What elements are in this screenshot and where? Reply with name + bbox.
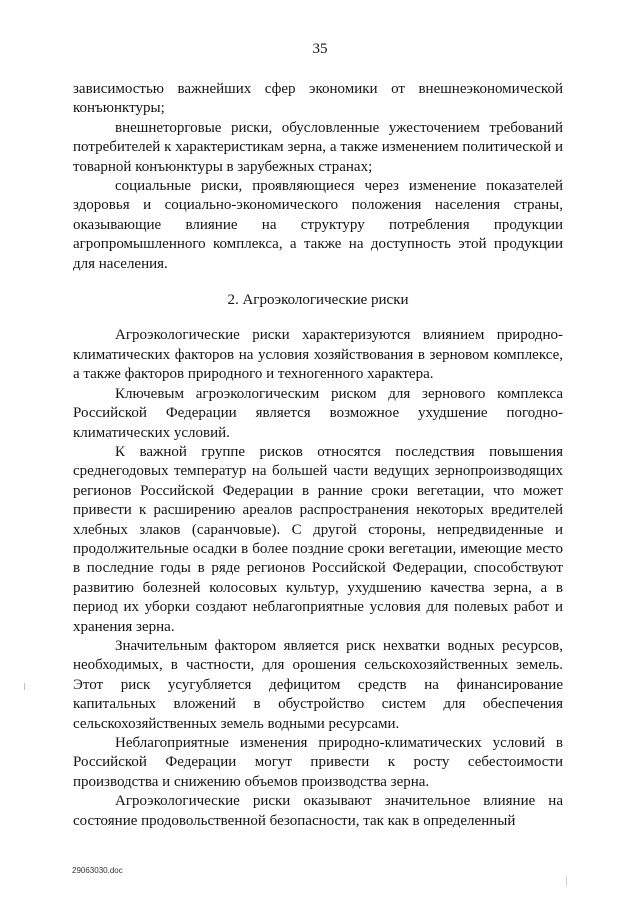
paragraph-social-risks: социальные риски, проявляющиеся через изменение показателей здоровья и социально-экономического положения населения страны, оказывающие влияние на структуру потребления продукции агропромышленного комплекса, а также на доступность этой продукции для населения. <box>73 178 563 272</box>
paragraph-continuation: зависимостью важнейших сфер экономики от внешнеэкономической конъюнктуры; <box>73 81 563 117</box>
paragraph-water-resources: Значительным фактором является риск нехватки водных ресурсов, необходимых, в частности, для орошения сельскохозяйственных земель. Этот риск усугубляется дефицитом средств на финансирование капитальных вложений в обустройство систем для обеспечения сельскохозяйственных земель водными ресурсами. <box>73 637 563 732</box>
edge-mark <box>566 876 567 886</box>
margin-mark <box>24 683 25 690</box>
section-heading: 2. Агроэкологические риски <box>227 292 409 309</box>
page-number: 35 <box>312 41 328 57</box>
paragraph-foreign-trade-risks: внешнеторговые риски, обусловленные ужесточением требований потребителей к характеристикам зерна, а также изменением политической и товарной конъюнктуры в зарубежных странах; <box>73 119 563 175</box>
footer-filename: 29063030.doc <box>72 866 123 875</box>
paragraph-agroecological-intro: Агроэкологические риски характеризуются влиянием природно-климатических факторов на условия хозяйствования в зерновом комплексе, а также факторов природного и техногенного характера. <box>73 327 563 383</box>
paragraph-key-risk: Ключевым агроэкологическим риском для зернового комплекса Российской Федерации является возможное ухудшение погодно-климатических условий. <box>73 385 563 441</box>
paragraph-climate-changes: Неблагоприятные изменения природно-климатических условий в Российской Федерации могут привести к росту себестоимости производства и снижению объемов производства зерна. <box>73 735 563 790</box>
paragraph-food-security: Агроэкологические риски оказывают значительное влияние на состояние продовольственной безопасности, так как в определенный <box>73 793 563 829</box>
paragraph-temperature-risks: К важной группе рисков относятся последствия повышения среднегодовых температур на большей части ведущих зернопроизводящих регионов Российской Федерации в ранние сроки вегетации, что может привести к расширению ареалов распространения некоторых вредителей хлебных злаков (саранчовые). С другой стороны, непредвиденные и продолжительные осадки в более поздние сроки вегетации, имеющие место в последние годы в ряде регионов Российской Федерации, способствуют развитию болезней колосовых культур, ухудшению качества зерна, а в период их уборки создают неблагоприятные условия для полевых работ и хранения зерна. <box>73 443 563 635</box>
document-body <box>73 80 563 831</box>
